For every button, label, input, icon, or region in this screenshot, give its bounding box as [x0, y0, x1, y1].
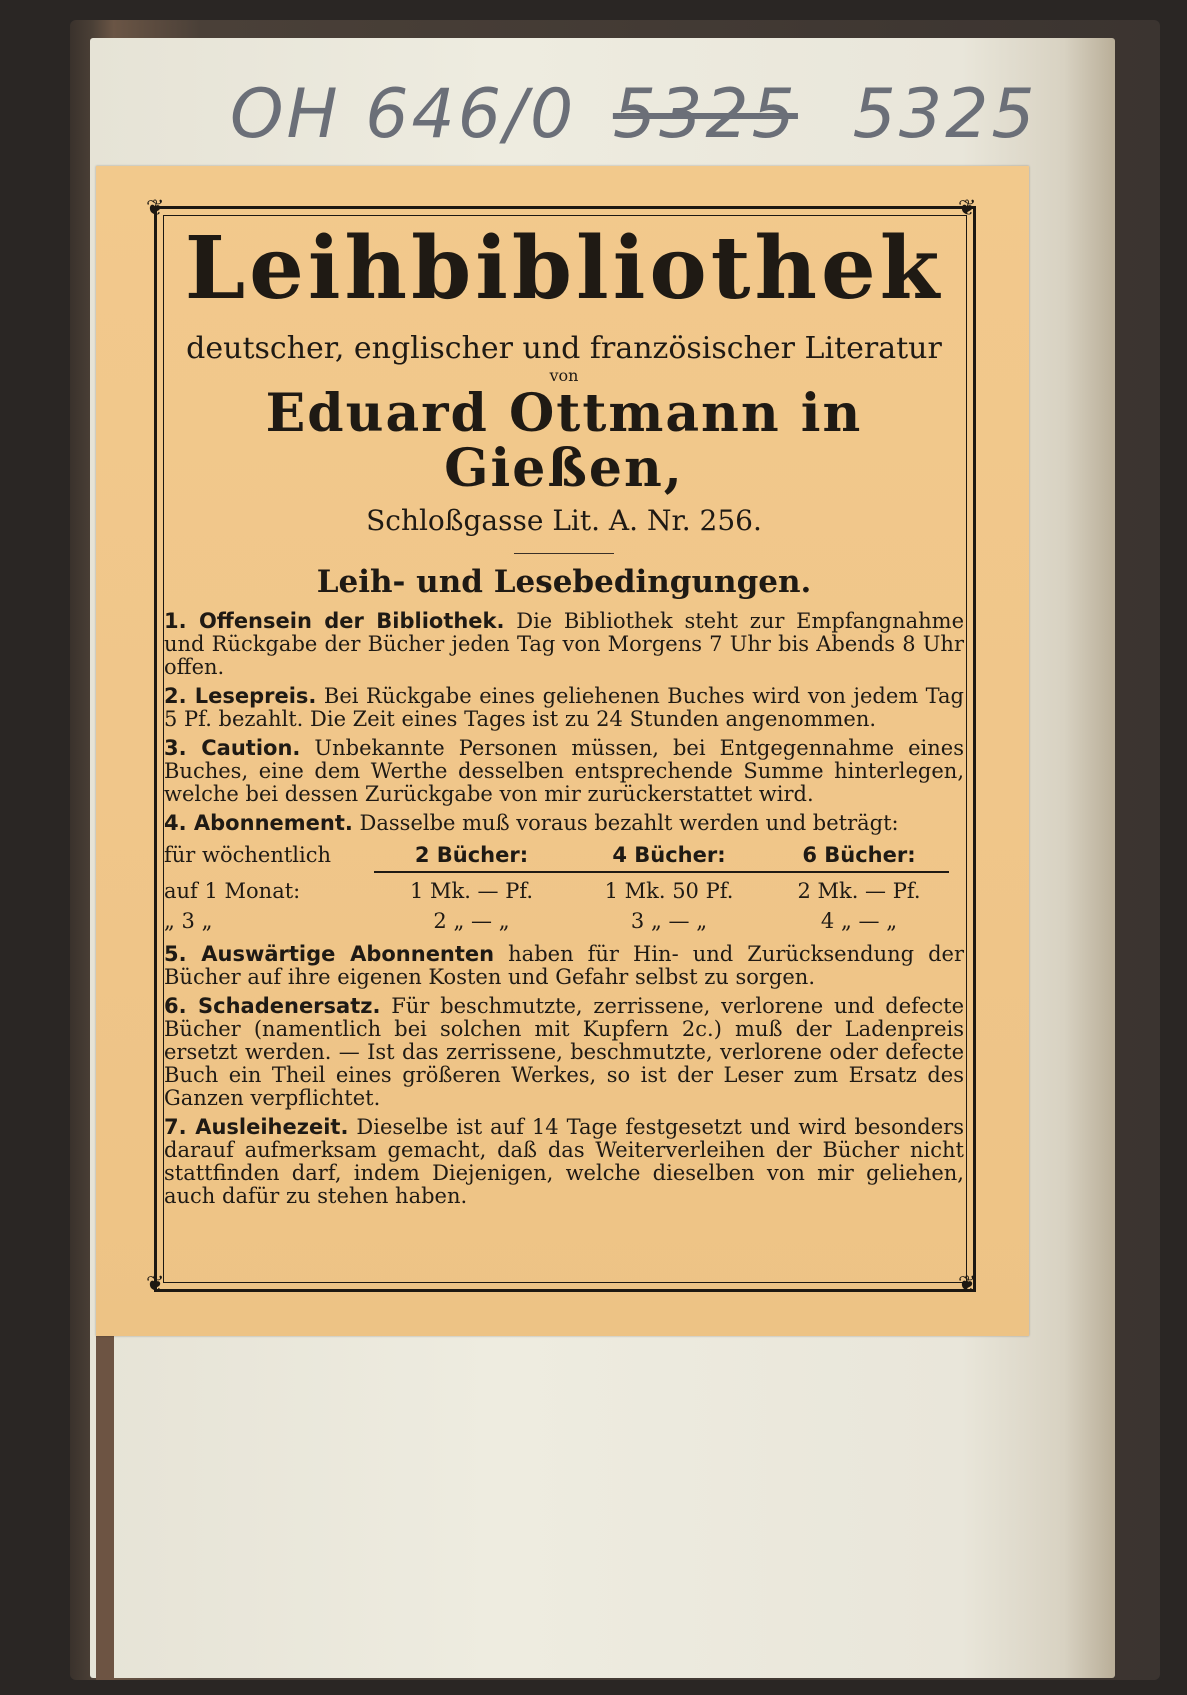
table-cell: auf 1 Monat: — [164, 879, 301, 904]
table-cell: 1 Mk. — Pf. — [409, 879, 534, 904]
table-header-cell: 4 Bücher: — [569, 843, 769, 873]
table-cell: „ 3 „ — [164, 909, 213, 934]
corner-ornament-icon: ❦ — [958, 1272, 977, 1297]
rule-paragraph: 7. Ausleihezeit. Dieselbe ist auf 14 Tage festgesetzt und wird besonders darauf aufmerksam gemacht, daß das Weiterverleihen der Bücher nicht stattfinden darf, indem Diejenigen, welche dieselben von mir geliehen, auch dafür zu stehen haben. — [164, 1115, 964, 1209]
table-header-cell: 2 Bücher: — [374, 843, 569, 873]
label-title: Leihbibliothek — [184, 218, 944, 319]
table-cell: 4 „ — „ — [820, 909, 898, 934]
table-header-cell: für wöchentlich — [164, 843, 332, 868]
table-cell: 3 „ — „ — [630, 909, 708, 934]
label-address: Schloßgasse Lit. A. Nr. 256. — [366, 504, 762, 538]
label-subtitle: deutscher, englischer und französischer Literatur — [186, 331, 942, 366]
table-header-cell: 6 Bücher: — [769, 843, 949, 873]
table-cell: 1 Mk. 50 Pf. — [604, 879, 734, 904]
label-owner: Eduard Ottmann in Gießen, — [265, 383, 863, 499]
rule-paragraph: 1. Offensein der Bibliothek. Die Bibliothek steht zur Empfangnahme und Rückgabe der Bücher jeden Tag von Morgens 7 Uhr bis Abends 8 Uhr offen. — [164, 609, 964, 680]
handwritten-shelfmark — [230, 75, 1038, 154]
shelfmark-number: 5325 — [852, 75, 1038, 154]
table-cell: 2 Mk. — Pf. — [797, 879, 921, 904]
library-label — [96, 166, 1029, 1336]
subscription-table — [164, 843, 964, 933]
corner-ornament-icon: ❦ — [146, 1272, 165, 1297]
label-content — [164, 214, 964, 1214]
corner-ornament-icon: ❦ — [146, 196, 165, 221]
rule-paragraph: 5. Auswärtige Abonnenten haben für Hin- und Zurücksendung der Bücher auf ihre eigenen Kosten und Gefahr selbst zu sorgen. — [164, 942, 965, 990]
label-von: von — [549, 366, 579, 385]
table-cell: 2 „ — „ — [433, 909, 510, 934]
corner-ornament-icon: ❦ — [958, 196, 977, 221]
rule-paragraph: 6. Schadenersatz. Für beschmutzte, zerrissene, verlorene und defecte Bücher (namentlich bei solchen mit Kupfern 2c.) muß der Ladenpreis ersetzt werden. — Ist das zerrissene, beschmutzte, verlorene oder defecte Buch ein Theil eines größeren Werkes, so ist der Leser zum Ersatz des Ganzen verpflichtet. — [164, 994, 964, 1111]
rule-paragraph: 4. Abonnement. Dasselbe muß voraus bezahlt werden und beträgt: — [164, 811, 899, 836]
rule-paragraph: 3. Caution. Unbekannte Personen müssen, bei Entgegennahme eines Buches, eine dem Werthe desselben entsprechende Summe hinterlegen, welche bei dessen Zurückgabe von mir zurückerstattet wird. — [164, 736, 964, 807]
shelfmark-struck-number: 5325 — [612, 75, 798, 154]
divider — [514, 553, 614, 554]
conditions-heading: Leih- und Lesebedingungen. — [316, 564, 812, 601]
shelfmark-code: OH 646/0 — [230, 75, 577, 154]
binding-strip — [96, 1300, 114, 1680]
rule-paragraph: 2. Lesepreis. Bei Rückgabe eines geliehenen Buches wird von jedem Tag 5 Pf. bezahlt. Die Zeit eines Tages ist zu 24 Stunden angenommen. — [164, 684, 965, 732]
